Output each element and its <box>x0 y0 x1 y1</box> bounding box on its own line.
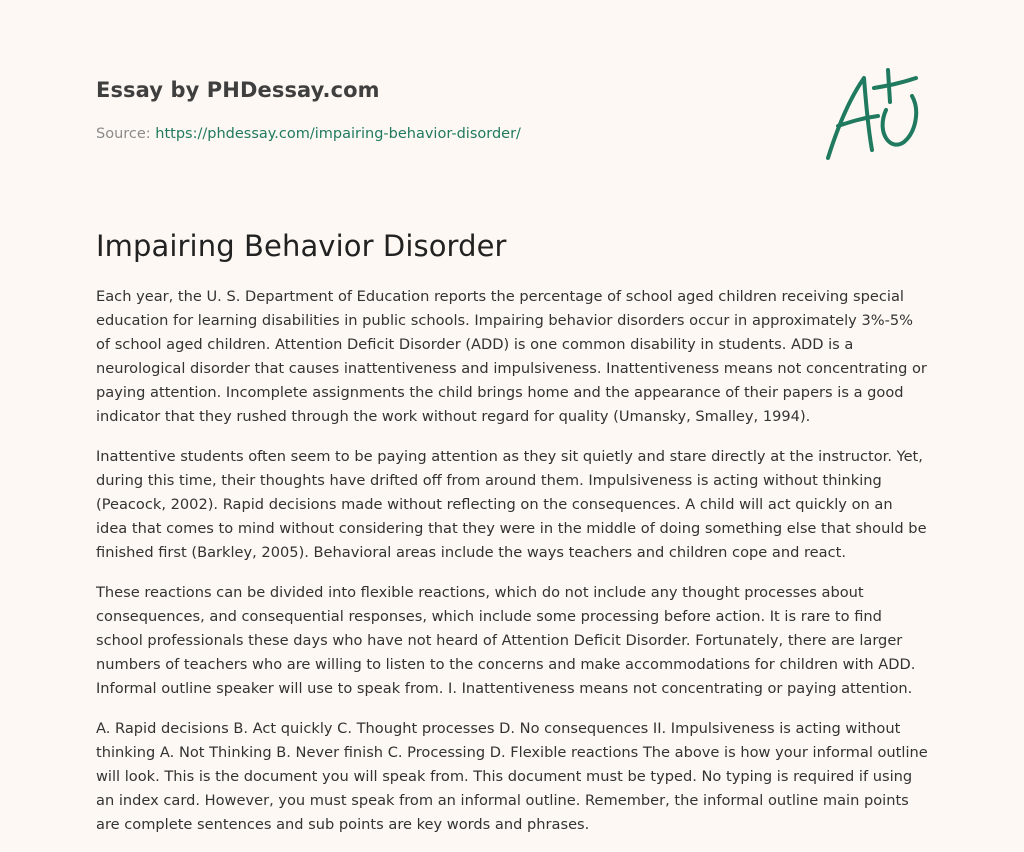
source-label: Source: <box>96 126 156 142</box>
page-title: Impairing Behavior Disorder <box>96 229 507 263</box>
essay-by-heading: Essay by PHDessay.com <box>96 78 380 102</box>
paragraph-1: Each year, the U. S. Department of Education reports the percentage of school aged children receiving special education for learning disabilities in public schools. Impairing behavior disorders occur in approximately 3%-5% of school aged children. Attention Deficit Disorder (ADD) is one common disability in students. ADD is a neurological disorder that causes inattentiveness and impulsiveness. Inattentiveness means not concentrating or paying attention. Incomplete assignments the child brings home and the appearance of their papers is a good indicator that they rushed through the work without regard for quality (Umansky, Smalley, 1994). <box>96 288 927 425</box>
source-line <box>96 124 796 144</box>
paragraph-4: A. Rapid decisions B. Act quickly C. Thought processes D. No consequences II. Impulsiveness is acting without thinking A. Not Thinking B. Never finish C. Processing D. Flexible reactions The above is how your informal outline will look. This is the document you will speak from. This document must be typed. No typing is required if using an index card. However, you must speak from an informal outline. Remember, the informal outline main points are complete sentences and sub points are key words and phrases. <box>96 720 928 833</box>
a-plus-logo-icon <box>820 66 930 166</box>
source-link[interactable]: https://phdessay.com/impairing-behavior-disorder/ <box>155 126 521 142</box>
essay-header <box>96 76 796 144</box>
paragraph-2: Inattentive students often seem to be paying attention as they sit quietly and stare directly at the instructor. Yet, during this time, their thoughts have drifted off from around them. Impulsiveness is acting without thinking (Peacock, 2002). Rapid decisions made without reflecting on the consequences. A child will act quickly on an idea that comes to mind without considering that they were in the middle of doing something else that should be finished first (Barkley, 2005). Behavioral areas include the ways teachers and children cope and react. <box>96 448 927 561</box>
essay-body <box>96 285 928 852</box>
paragraph-3: These reactions can be divided into flexible reactions, which do not include any thought processes about consequences, and consequential responses, which include some processing before action. It is rare to find school professionals these days who have not heard of Attention Deficit Disorder. Fortunately, there are larger numbers of teachers who are willing to listen to the concerns and make accommodations for children with ADD. Informal outline speaker will use to speak from. I. Inattentiveness means not concentrating or paying attention. <box>96 584 916 697</box>
